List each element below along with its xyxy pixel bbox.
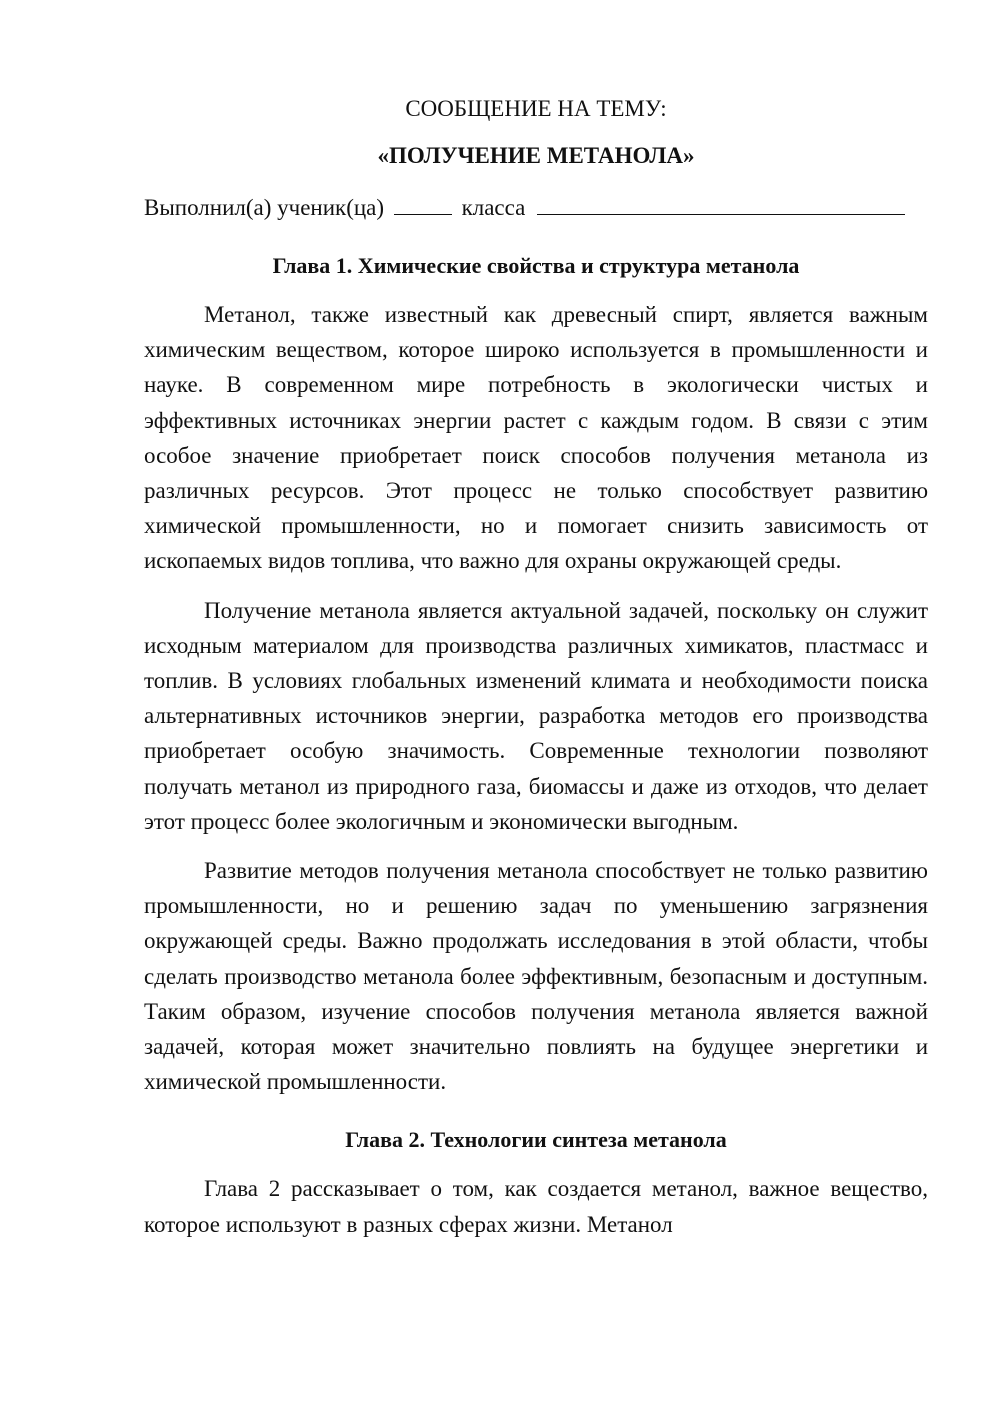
chapter1-heading: Глава 1. Химические свойства и структура метанола: [272, 253, 800, 278]
author-name-blank: [537, 192, 905, 215]
chapter1-paragraph-1: Метанол, также известный как древесный спирт, является важным химическим веществом, которое широко используется в промышленности и науке. В современном мире потребность в экологически чистых и эффективных источниках энергии растет с каждым годом. В связи с этим особое значение приобретает поиск способов получения метанола из различных ресурсов. Этот процесс не только способствует развитию химической промышленности, но и помогает снизить зависимость от ископаемых видов топлива, что важно для охраны окружающей среды.: [144, 302, 928, 574]
document-title-line1: СООБЩЕНИЕ НА ТЕМУ:: [405, 96, 667, 121]
class-number-blank: [394, 192, 452, 215]
chapter1-paragraph-3: Развитие методов получения метанола способствует не только развитию промышленности, но и решению задач по уменьшению загрязнения окружающей среды. Важно продолжать исследования в этой области, чтобы сделать производство метанола более эффективным, безопасным и доступным. Таким образом, изучение способов получения метанола является важной задачей, которая может значительно повлиять на будущее энергетики и химической промышленности.: [144, 858, 928, 1095]
author-prefix: Выполнил(а) ученик(ца): [144, 195, 385, 220]
chapter1-paragraph-2: Получение метанола является актуальной задачей, поскольку он служит исходным материалом для производства различных химикатов, пластмасс и топлив. В условиях глобальных изменений климата и необходимости поиска альтернативных источников энергии, разработка методов его производства приобретает особую значимость. Современные технологии позволяют получать метанол из природного газа, биомассы и даже из отходов, что делает этот процесс более экологичным и экономически выгодным.: [144, 597, 928, 834]
chapter2-paragraph-1: Глава 2 рассказывает о том, как создается метанол, важное вещество, которое используют в разных сферах жизни. Метанол: [144, 1176, 928, 1237]
document-page: [144, 92, 928, 1242]
author-class-word: класса: [461, 195, 526, 220]
document-title-topic: «ПОЛУЧЕНИЕ МЕТАНОЛА»: [377, 143, 695, 168]
author-line: [144, 191, 928, 225]
chapter2-heading: Глава 2. Технологии синтеза метанола: [345, 1127, 727, 1153]
